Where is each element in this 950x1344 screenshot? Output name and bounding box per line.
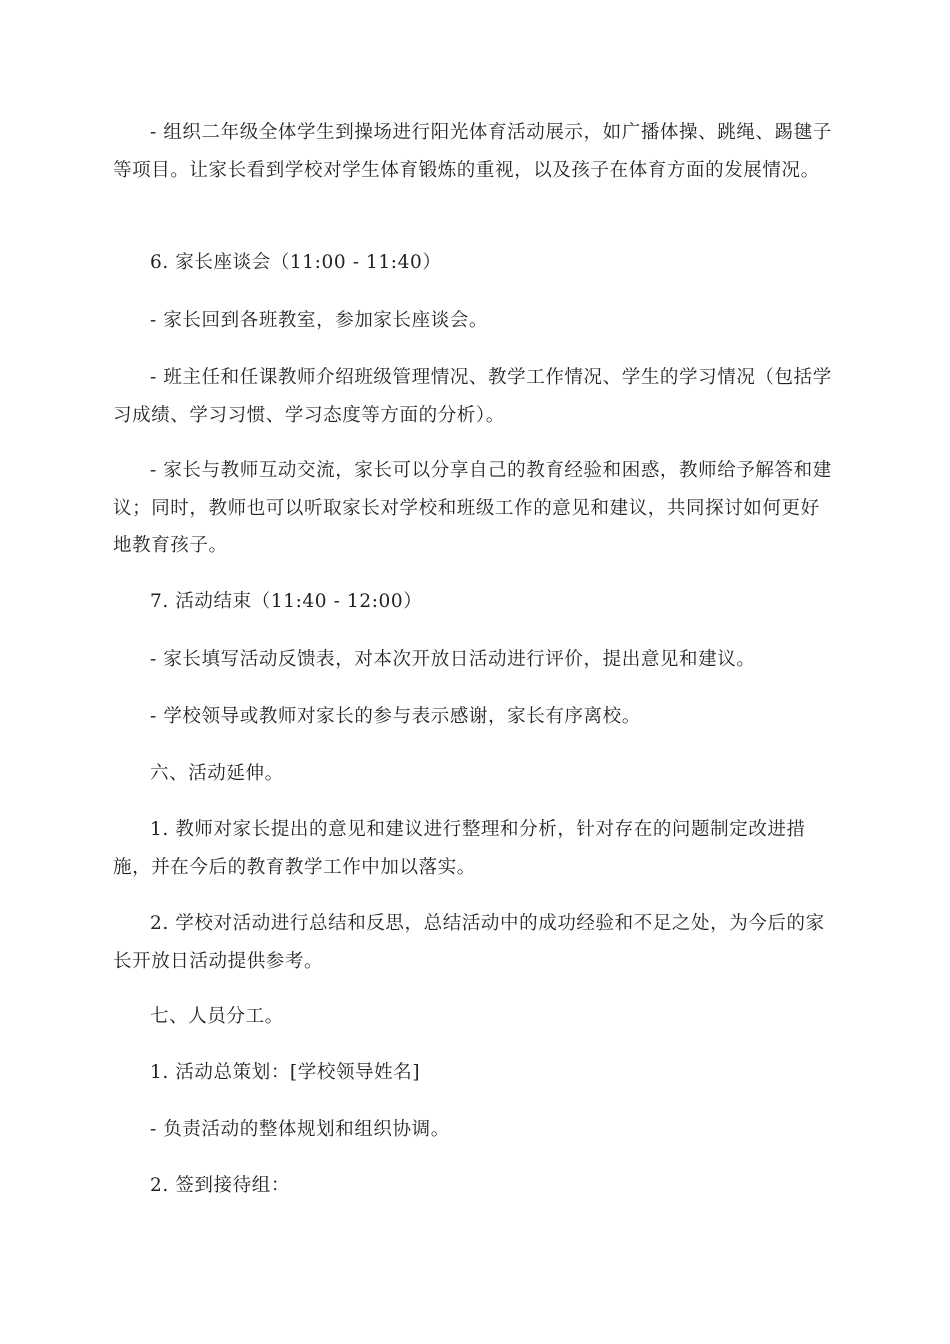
paragraph-teachers-introduce: - 班主任和任课教师介绍班级管理情况、教学工作情况、学生的学习情况（包括学习成绩、学习习惯、学习态度等方面的分析）。 [113,367,832,426]
paragraph-section-6-heading: 6. 家长座谈会（11:00 - 11:40） [150,252,442,273]
paragraph-section-six-heading: 六、活动延伸。 [150,763,284,784]
paragraph-sports-display: - 组织二年级全体学生到操场进行阳光体育活动展示，如广播体操、跳绳、踢毽子等项目。让家长看到学校对学生体育锻炼的重视，以及孩子在体育方面的发展情况。 [113,122,832,181]
paragraph-interaction: - 家长与教师互动交流，家长可以分享自己的教育经验和困惑，教师给予解答和建议；同时，教师也可以听取家长对学校和班级工作的意见和建议，共同探讨如何更好地教育孩子。 [113,460,832,556]
paragraph-section-seven-heading: 七、人员分工。 [150,1006,284,1027]
paragraph-extension-2: 2. 学校对活动进行总结和反思，总结活动中的成功经验和不足之处，为今后的家长开放日活动提供参考。 [113,913,825,972]
paragraph-chief-planner-duty: - 负责活动的整体规划和组织协调。 [150,1119,450,1140]
paragraph-chief-planner: 1. 活动总策划：[学校领导姓名] [150,1062,421,1083]
paragraph-parents-return: - 家长回到各班教室，参加家长座谈会。 [150,310,489,331]
paragraph-reception-group: 2. 签到接待组： [150,1175,290,1196]
paragraph-feedback-form: - 家长填写活动反馈表，对本次开放日活动进行评价，提出意见和建议。 [150,649,756,670]
paragraph-section-7-heading: 7. 活动结束（11:40 - 12:00） [150,591,423,612]
paragraph-extension-1: 1. 教师对家长提出的意见和建议进行整理和分析，针对存在的问题制定改进措施，并在今后的教育教学工作中加以落实。 [113,819,806,878]
paragraph-thanks: - 学校领导或教师对家长的参与表示感谢，家长有序离校。 [150,706,641,727]
